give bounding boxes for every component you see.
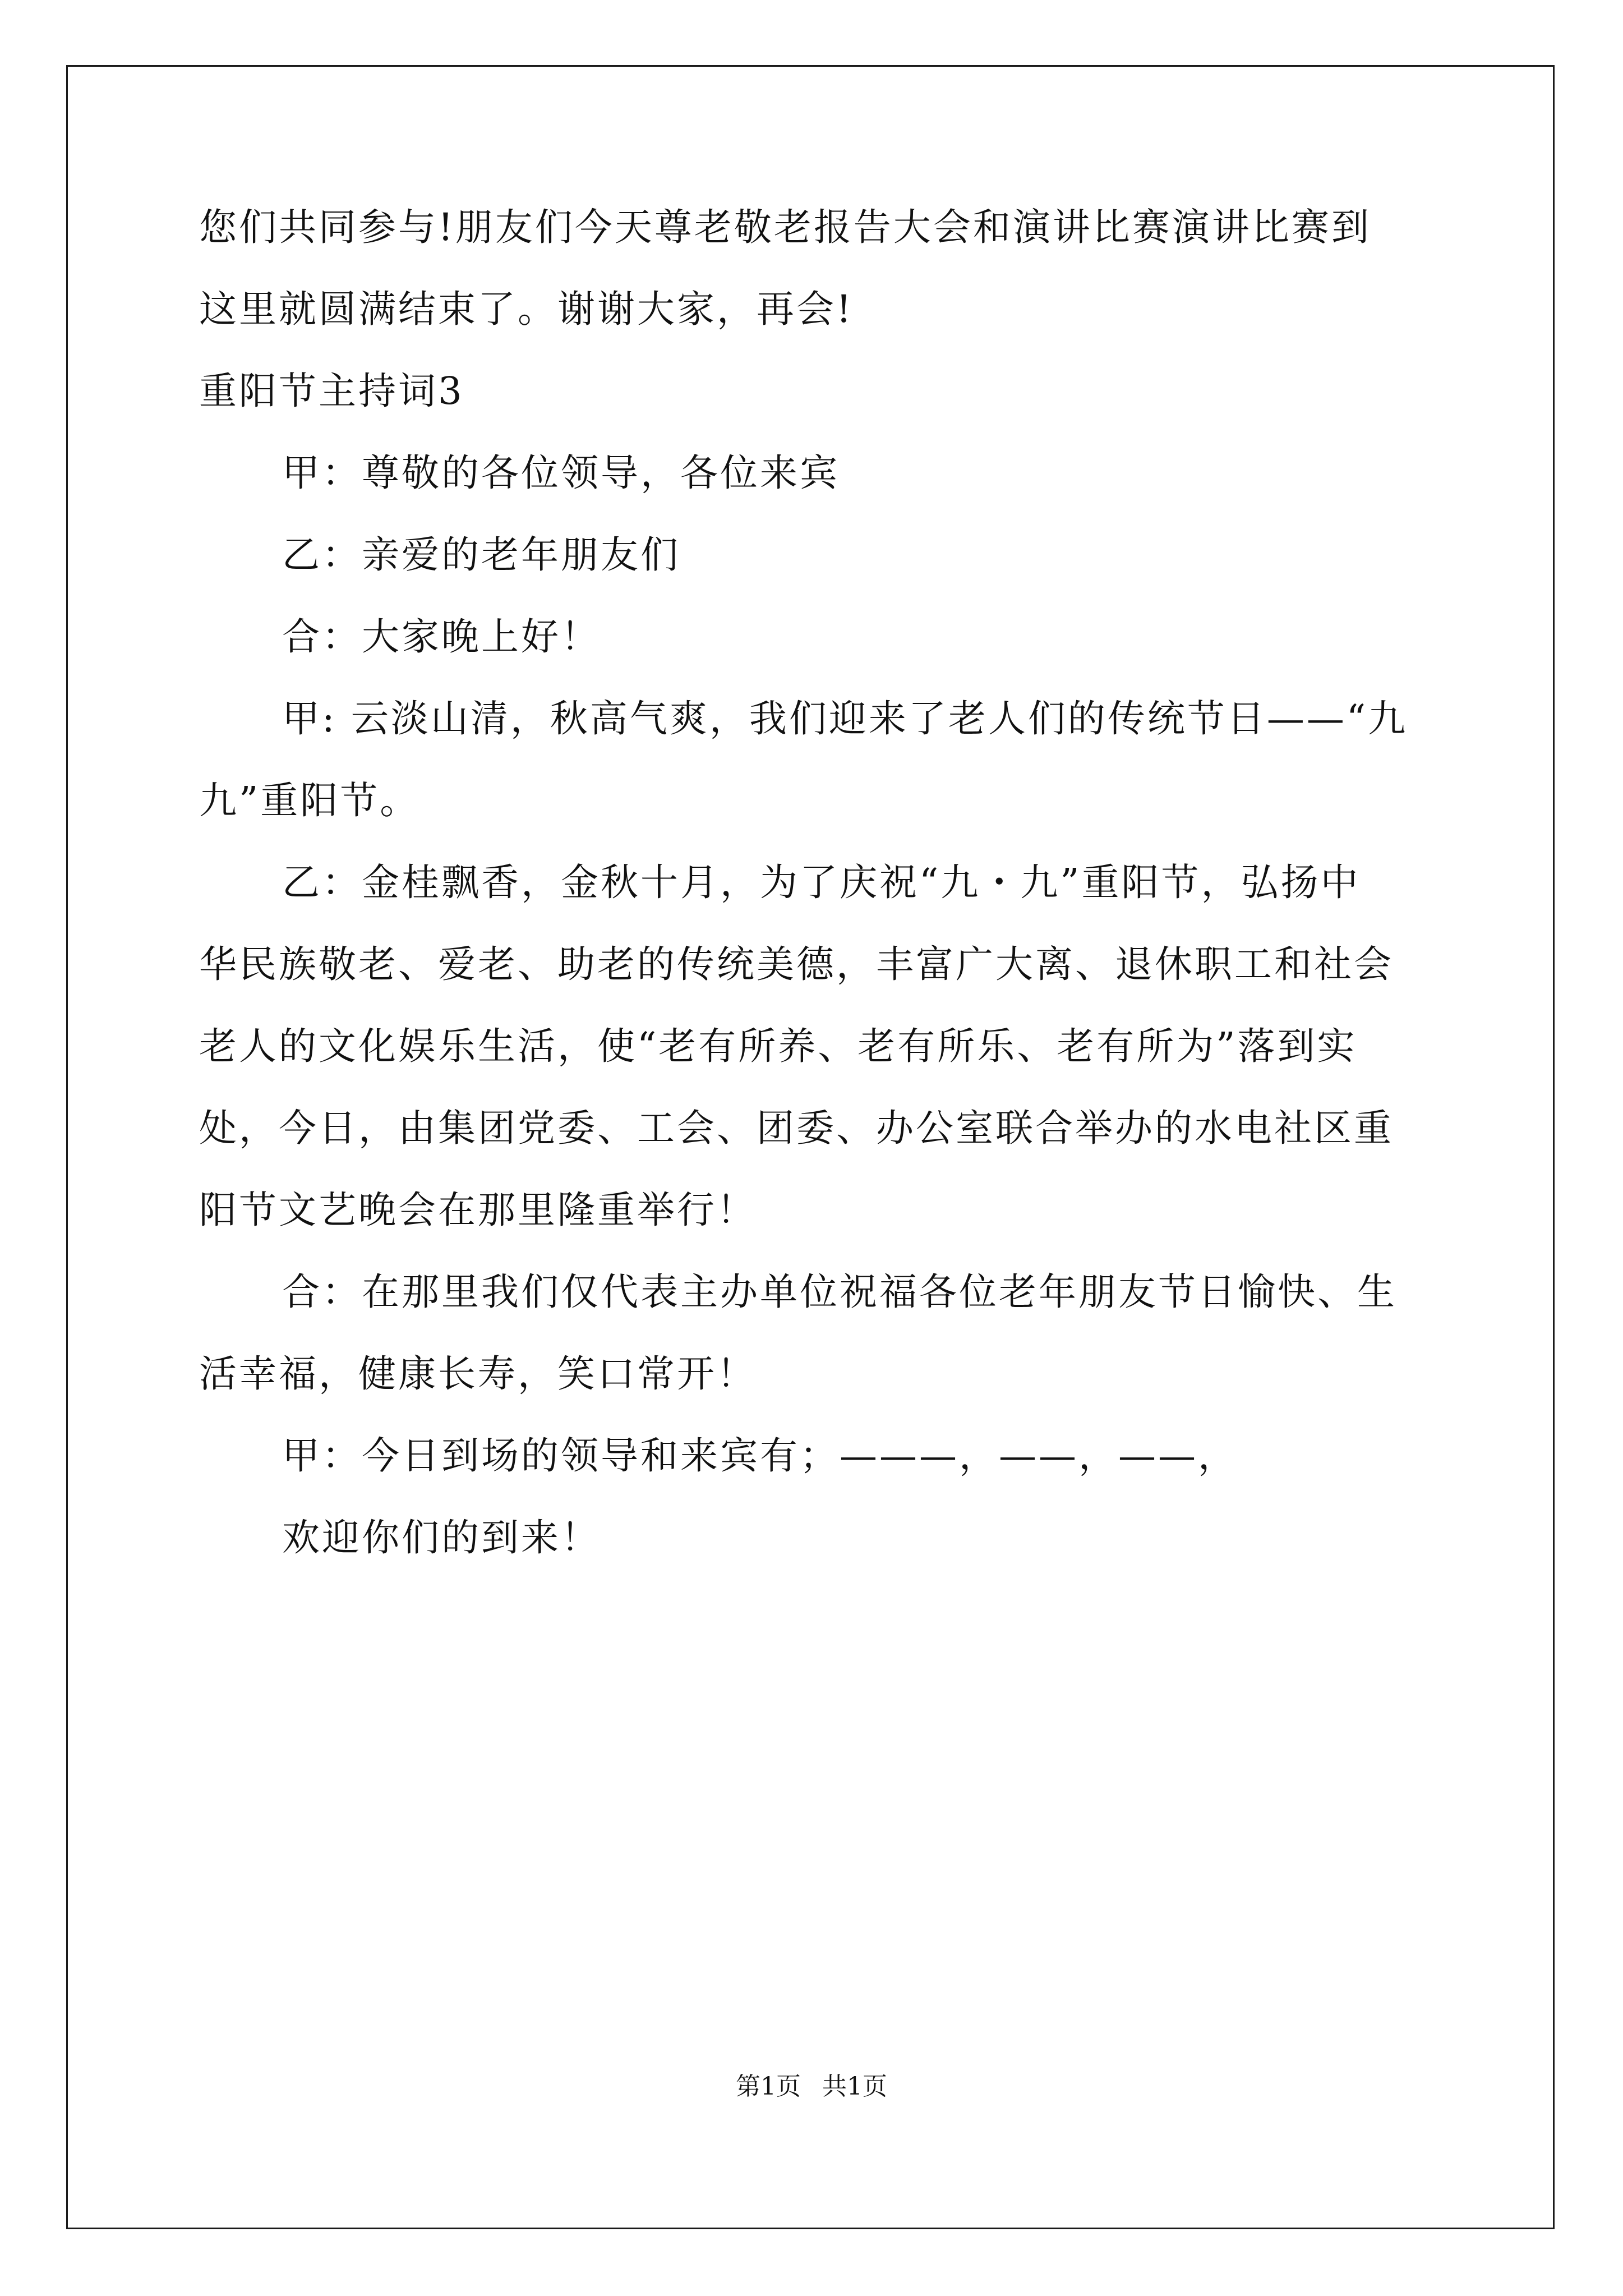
dialogue-line: 甲：尊敬的各位领导，各位来宾 <box>282 451 840 495</box>
dialogue-line: 甲: 云淡山清，秋高气爽，我们迎来了老人们的传统节日——“九 <box>282 697 1408 740</box>
dialogue-line: 乙：金桂飘香，金秋十月，为了庆祝“九・九”重阳节，弘扬中 <box>282 861 1361 904</box>
text-line: 华民族敬老、爱老、助老的传统美德，丰富广大离、退休职工和社会 <box>199 942 1394 986</box>
text-line: 九”重阳节。 <box>199 779 420 822</box>
page-number: 第1页 <box>736 2072 801 2101</box>
dialogue-line: 甲：今日到场的领导和来宾有；———，——，——， <box>282 1434 1238 1478</box>
text-line: 阳节文艺晚会在那里隆重举行！ <box>199 1188 757 1232</box>
text-line: 这里就圆满结束了。谢谢大家，再会! <box>199 287 854 331</box>
page-total: 共1页 <box>822 2072 887 2101</box>
text-line: 活幸福，健康长寿，笑口常开！ <box>199 1352 757 1396</box>
text-line: 您们共同参与!朋友们今天尊老敬老报告大会和演讲比赛演讲比赛到 <box>199 205 1371 249</box>
section-heading: 重阳节主持词3 <box>199 369 464 413</box>
page-footer <box>0 2070 1623 2104</box>
text-line: 处，今日，由集团党委、工会、团委、办公室联合举办的水电社区重 <box>199 1106 1394 1150</box>
dialogue-line: 合：大家晚上好！ <box>282 615 601 659</box>
dialogue-line: 合：在那里我们仅代表主办单位祝福各位老年朋友节日愉快、生 <box>282 1270 1397 1314</box>
text-line: 老人的文化娱乐生活，使“老有所养、老有所乐、老有所为”落到实 <box>199 1024 1357 1068</box>
dialogue-line: 欢迎你们的到来！ <box>282 1516 601 1559</box>
dialogue-line: 乙：亲爱的老年朋友们 <box>282 533 680 577</box>
